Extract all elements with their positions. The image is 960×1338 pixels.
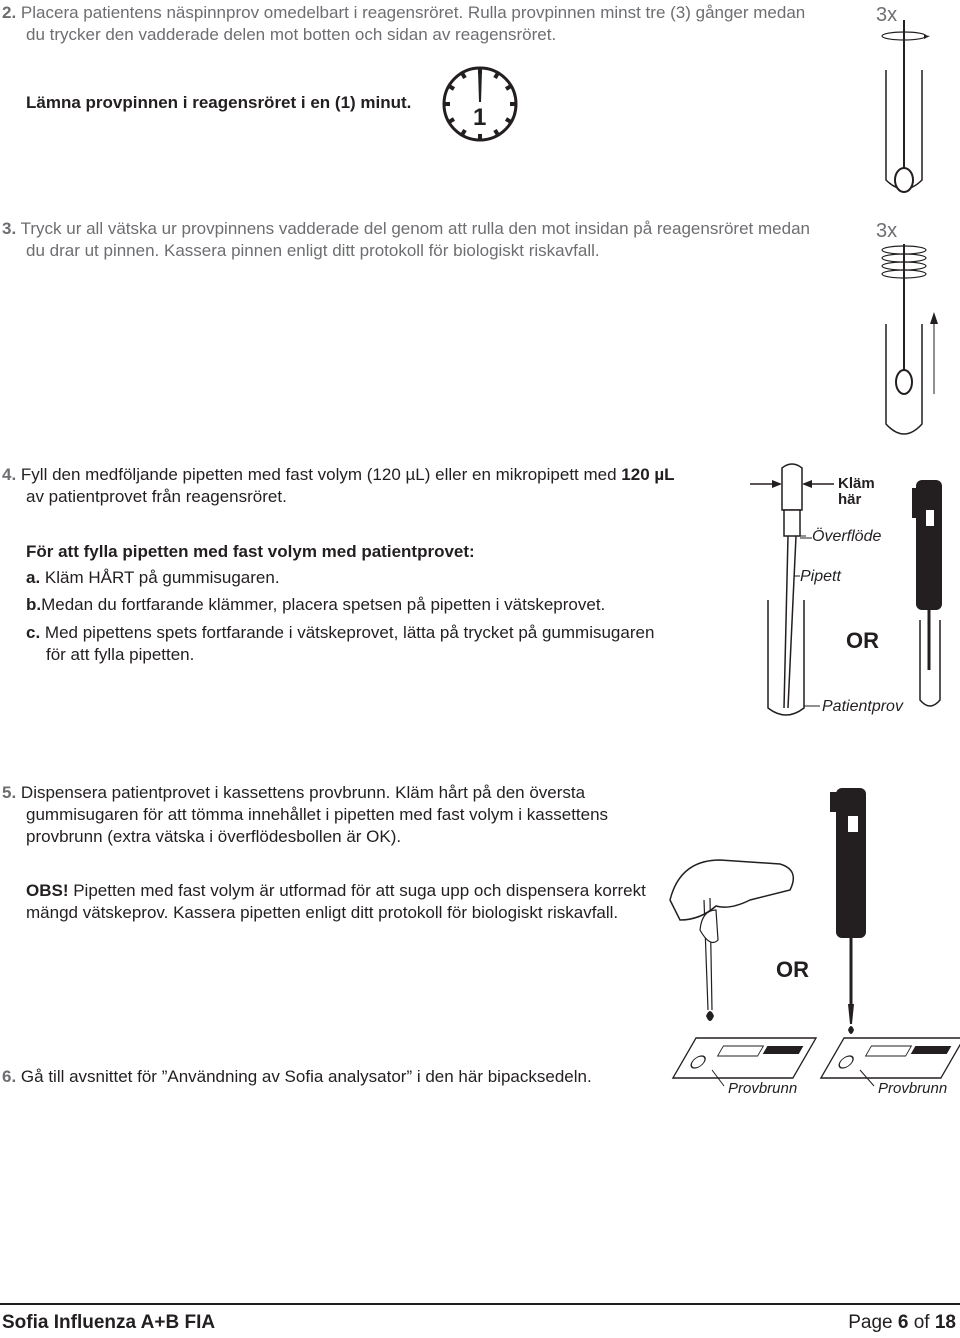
- page-prefix: Page: [848, 1312, 898, 1333]
- step-5-number: 5.: [2, 783, 17, 802]
- step-3-line2: du drar ut pinnen. Kassera pinnen enligt ditt protokoll för biologiskt riskavfall.: [26, 241, 600, 260]
- step-5-line3: provbrunn (extra vätska i överflödesbollen är OK).: [26, 827, 402, 846]
- step-4-or-label: OR: [846, 628, 879, 653]
- step-2: [2, 2, 805, 46]
- obs-label: OBS!: [26, 881, 69, 900]
- swab-withdraw-icon: [870, 244, 950, 444]
- pipette-label: Pipett: [800, 568, 841, 585]
- obs-line1: Pipetten med fast volym är utformad för att suga upp och dispensera korrekt: [68, 881, 646, 900]
- step-3: [2, 218, 810, 262]
- step-3-number: 3.: [2, 219, 17, 238]
- step-3-rotate-label: 3x: [876, 220, 898, 242]
- step-2-number: 2.: [2, 3, 17, 22]
- step-3-text: [2, 218, 810, 262]
- step-5-text: [2, 782, 608, 848]
- step-4: [2, 464, 675, 508]
- step-5-line2: gummisugaren för att tömma innehållet i pipetten med fast volym i kassettens: [26, 805, 609, 824]
- step-4-b: [26, 594, 605, 616]
- step-2-text: [2, 2, 805, 46]
- step-2-line1: Placera patientens näspinnprov omedelbart i reagensröret. Rulla provpinnen minst tre (3) gånger medan: [20, 3, 806, 22]
- step-4-a-text: Kläm HÅRT på gummisugaren.: [44, 568, 280, 587]
- step-6: [2, 1066, 592, 1088]
- sample-well-label-right: Provbrunn: [878, 1080, 948, 1097]
- step-4-b-text: Medan du fortfarande klämmer, placera spetsen på pipetten i vätskeprovet.: [41, 595, 606, 614]
- step-4-a-label: a.: [26, 568, 41, 587]
- overflow-label: Överflöde: [812, 528, 882, 545]
- page-of: of: [908, 1312, 935, 1333]
- step-4-subheading: För att fylla pipetten med fast volym med patientprovet:: [26, 542, 475, 561]
- footer-product-name: Sofia Influenza A+B FIA: [2, 1312, 216, 1333]
- squeeze-here-label: [838, 476, 875, 508]
- step-4-c-label: c.: [26, 623, 41, 642]
- footer-divider: [0, 1303, 960, 1305]
- step-4-line2: av patientprovet från reagensröret.: [26, 487, 287, 506]
- page-current: 6: [897, 1312, 909, 1333]
- step-3-line1: Tryck ur all vätska ur provpinnens vadderade del genom att rulla den mot insidan på reagensröret medan: [20, 219, 810, 238]
- step-2-line2: du trycker den vadderade delen mot botten och sidan av reagensröret.: [26, 25, 557, 44]
- step-4-line1-a: Fyll den medföljande pipetten med fast volym (120 µL) eller en mikropipett med: [20, 465, 622, 484]
- step-6-text: Gå till avsnittet för ”Användning av Sofia analysator” i den här bipacksedeln.: [20, 1067, 592, 1086]
- step-5: [2, 782, 608, 848]
- page-total: 18: [934, 1312, 956, 1333]
- obs-line2: mängd vätskeprov. Kassera pipetten enligt ditt protokoll för biologiskt riskavfall.: [26, 903, 619, 922]
- step-4-c: [26, 622, 654, 666]
- step-4-volume: 120 µL: [621, 465, 675, 484]
- squeeze-label-line2: här: [838, 491, 862, 508]
- step-4-text: [2, 464, 675, 508]
- step-5-obs: [26, 880, 646, 924]
- step-5-or-label: OR: [776, 957, 809, 982]
- swab-in-tube-icon: [870, 20, 940, 200]
- step-6-number: 6.: [2, 1067, 17, 1086]
- dispense-diagram-icon: [660, 780, 956, 1100]
- step-2-wait-text: Lämna provpinnen i reagensröret i en (1) minut.: [26, 93, 412, 112]
- patient-sample-label: Patientprov: [822, 698, 903, 715]
- step-4-c-line2: för att fylla pipetten.: [46, 645, 195, 664]
- step-4-a: [26, 567, 280, 589]
- timer-label: 1: [473, 104, 487, 131]
- step-4-b-label: b.: [26, 595, 42, 614]
- step-5-line1: Dispensera patientprovet i kassettens provbrunn. Kläm hårt på den översta: [20, 783, 586, 802]
- step-4-c-line1: Med pipettens spets fortfarande i vätskeprovet, lätta på trycket på gummisugaren: [44, 623, 655, 642]
- footer-page-number: [848, 1312, 956, 1334]
- step-2-rotate-label: 3x: [876, 4, 898, 26]
- step-4-number: 4.: [2, 465, 17, 484]
- squeeze-label-line1: Kläm: [838, 475, 875, 492]
- sample-well-label-left: Provbrunn: [728, 1080, 798, 1097]
